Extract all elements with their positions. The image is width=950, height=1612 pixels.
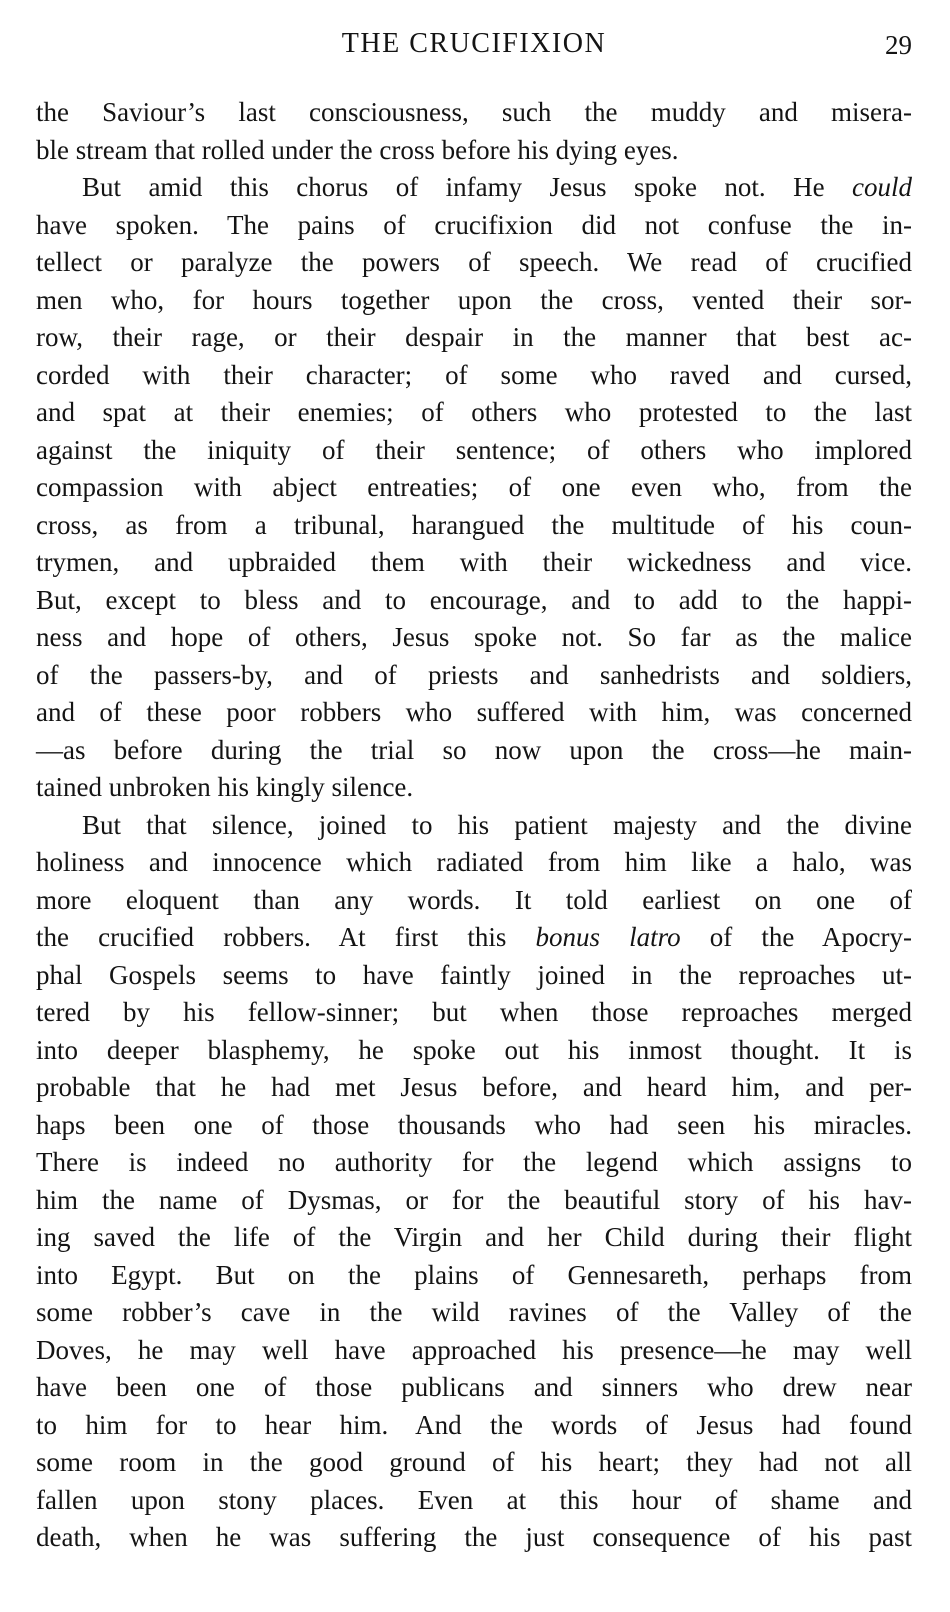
text-line: him the name of Dysmas, or for the beautiful story of his hav- (36, 1184, 912, 1215)
text-line: men who, for hours together upon the cross, vented their sor- (36, 284, 912, 315)
text-line: the crucified robbers. At first this bonus latro of the Apocry- (36, 922, 913, 952)
text-line: and spat at their enemies; of others who protested to the last (36, 397, 912, 427)
text-line: ness and hope of others, Jesus spoke not. So far as the malice (36, 622, 912, 652)
text-line: —as before during the trial so now upon the cross—he main- (36, 734, 912, 765)
italic-phrase: bonus latro (535, 922, 681, 952)
italic-phrase: could (852, 172, 912, 202)
text-line: There is indeed no authority for the legend which assigns to (36, 1147, 912, 1177)
text-line: against the iniquity of their sentence; of others who implored (36, 434, 912, 465)
text-line: have been one of those publicans and sinners who drew near (36, 1372, 912, 1402)
page-header (36, 28, 912, 68)
text-line: trymen, and upbraided them with their wickedness and vice. (36, 547, 912, 577)
text-line: row, their rage, or their despair in the manner that best ac- (36, 322, 912, 352)
text-line: fallen upon stony places. Even at this hour of shame and (36, 1484, 912, 1515)
text-line: more eloquent than any words. It told earliest on one of (36, 884, 912, 915)
text-line: holiness and innocence which radiated from him like a halo, was (36, 847, 912, 877)
text-line: phal Gospels seems to have faintly joined in the reproaches ut- (36, 959, 912, 990)
text-line: and of these poor robbers who suffered with him, was concerned (36, 697, 912, 727)
text-line: some room in the good ground of his heart; they had not all (36, 1447, 912, 1477)
text-line: corded with their character; of some who raved and cursed, (36, 359, 912, 390)
text-line: the Saviour’s last consciousness, such the muddy and misera- (36, 97, 912, 127)
text-line: tered by his fellow-sinner; but when those reproaches merged (36, 997, 912, 1027)
text-line: into deeper blasphemy, he spoke out his inmost thought. It is (36, 1034, 912, 1065)
text-line: ing saved the life of the Virgin and her Child during their flight (36, 1222, 912, 1252)
text-line: some robber’s cave in the wild ravines of the Valley of the (36, 1297, 912, 1327)
text-line: ble stream that rolled under the cross before his dying eyes. (36, 134, 679, 165)
body-text (36, 94, 912, 1557)
text-line: death, when he was suffering the just consequence of his past (36, 1522, 912, 1552)
text-line: tellect or paralyze the powers of speech. We read of crucified (36, 247, 912, 277)
text-line: But, except to bless and to encourage, and to add to the happi- (36, 584, 912, 615)
text-line: compassion with abject entreaties; of one even who, from the (36, 472, 912, 502)
text-line: haps been one of those thousands who had seen his miracles. (36, 1109, 912, 1140)
text-line: probable that he had met Jesus before, and heard him, and per- (36, 1072, 912, 1102)
page-number: 29 (885, 30, 912, 60)
text-line: have spoken. The pains of crucifixion did not confuse the in- (36, 209, 912, 240)
text-line: cross, as from a tribunal, harangued the multitude of his coun- (36, 509, 912, 540)
text-line: into Egypt. But on the plains of Gennesareth, perhaps from (36, 1259, 912, 1290)
text-line: of the passers-by, and of priests and sanhedrists and soldiers, (36, 659, 912, 690)
text-line: But amid this chorus of infamy Jesus spoke not. He could (82, 172, 912, 202)
text-line: Doves, he may well have approached his presence—he may well (36, 1334, 912, 1365)
text-line: tained unbroken his kingly silence. (36, 772, 414, 802)
text-line: to him for to hear him. And the words of Jesus had found (36, 1409, 912, 1440)
text-line: But that silence, joined to his patient majesty and the divine (82, 809, 912, 840)
running-title: THE CRUCIFIXION (341, 28, 607, 59)
